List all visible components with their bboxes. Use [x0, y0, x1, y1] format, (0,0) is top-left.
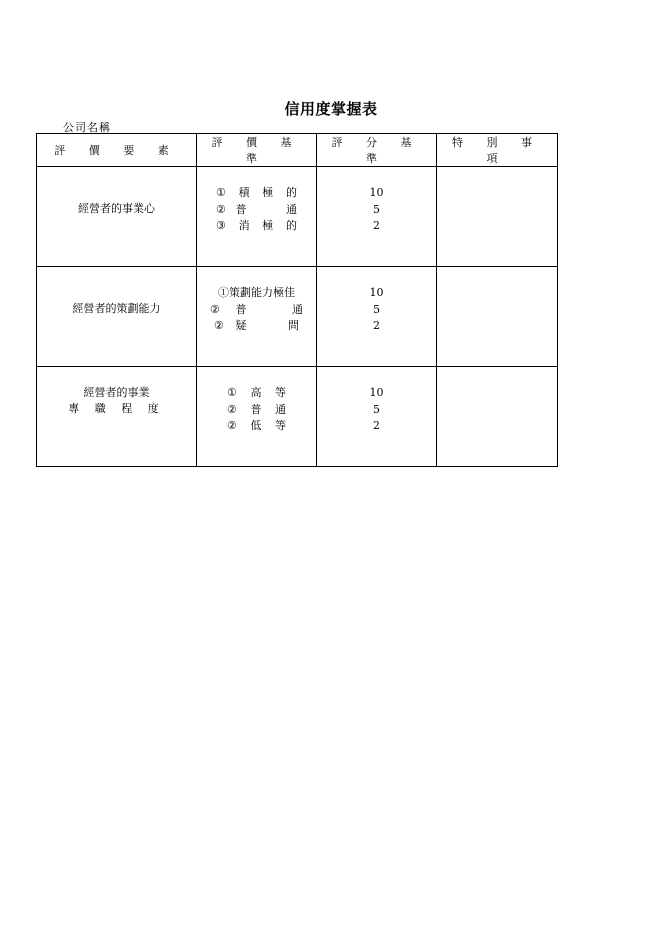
- special-notes-cell[interactable]: [437, 367, 558, 467]
- factor-cell: [37, 267, 197, 367]
- criteria-cell: [197, 167, 317, 267]
- score-cell: [317, 267, 437, 367]
- header-row: [37, 134, 558, 167]
- score-value: 2: [373, 419, 380, 432]
- company-name-label: 公司名稱: [63, 121, 111, 134]
- criteria-line: ② 普 通: [216, 202, 297, 216]
- table-row: [37, 367, 558, 467]
- header-special-notes: 特 別 事 項: [437, 134, 558, 167]
- criteria-cell: [197, 367, 317, 467]
- header-evaluation-factor: 評 價 要 素: [37, 134, 197, 167]
- criteria-line: ② 普 通: [227, 402, 286, 416]
- score-value: 10: [369, 186, 384, 199]
- criteria-line: ① 積 極 的: [216, 186, 297, 199]
- factor-text: 經營者的策劃能力: [72, 302, 161, 315]
- score-value: 5: [373, 402, 380, 416]
- factor-cell: [37, 167, 197, 267]
- criteria-line: ①策劃能力極佳: [218, 286, 295, 299]
- score-value: 5: [373, 302, 380, 316]
- factor-cell: [37, 367, 197, 467]
- credit-evaluation-table: [36, 133, 558, 467]
- score-value: 2: [373, 319, 380, 332]
- special-notes-cell[interactable]: [437, 167, 558, 267]
- criteria-line: ① 高 等: [227, 386, 286, 399]
- score-cell: [317, 367, 437, 467]
- score-value: 10: [369, 386, 384, 399]
- header-scoring-criteria: 評 分 基 準: [317, 134, 437, 167]
- criteria-line: ② 疑 問: [214, 319, 299, 332]
- table-row: [37, 267, 558, 367]
- factor-text: 專 職 程 度: [68, 402, 165, 415]
- score-value: 5: [373, 202, 380, 216]
- header-evaluation-criteria: 評 價 基 準: [197, 134, 317, 167]
- document-title: 信用度掌握表: [284, 100, 378, 118]
- score-value: 10: [369, 286, 384, 299]
- criteria-cell: [197, 267, 317, 367]
- score-cell: [317, 167, 437, 267]
- criteria-line: ③ 消 極 的: [216, 219, 297, 232]
- factor-text: 經營者的事業心: [78, 202, 155, 215]
- table-row: [37, 167, 558, 267]
- criteria-line: ② 低 等: [227, 419, 286, 432]
- factor-text: 經營者的事業: [83, 386, 150, 399]
- score-value: 2: [373, 219, 380, 232]
- special-notes-cell[interactable]: [437, 267, 558, 367]
- criteria-line: ② 普 通: [210, 302, 303, 316]
